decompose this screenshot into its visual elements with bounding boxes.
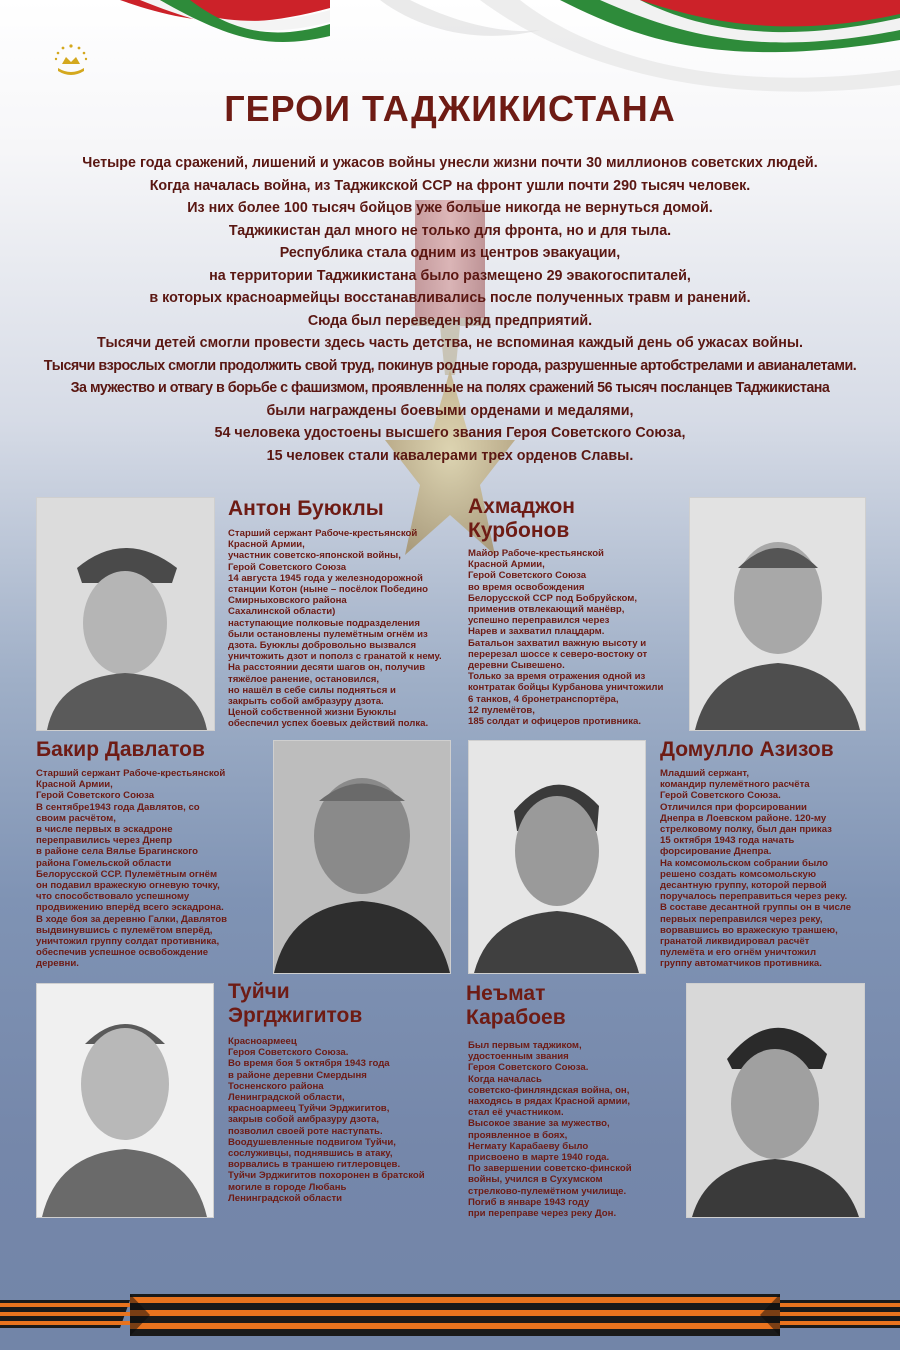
intro-line: Когда началась война, из Таджикской ССР на фронт ушли почти 290 тысяч человек. [149,177,751,194]
hero-name: Ахмаджон Курбонов [468,495,575,542]
intro-line: Тысячи детей смогли провести здесь часть детства, не вспоминая каждый день об ужасах войны. [96,335,804,351]
intro-text [20,152,880,467]
portrait-placeholder [687,984,864,1217]
intro-line: Из них более 100 тысяч бойцов уже больше никогда не вернуться домой. [187,200,713,216]
hero-photo-buyukly [36,497,215,731]
intro-line: Республика стала одним из центров эвакуации, [279,245,621,261]
hero-bio: Старший сержант Рабоче-крестьянской Красной Армии, Герой Советского Союза В сентябре1943 года Давлятов, со своим расчётом, в числе первых в эскадроне переправились через Днепр в районе села Вялье Брагинского района Гомельской области Белорусской ССР. Пулемётным огнём он подавил вражескую огневую точку, что способствовало успешному продвижению вперёд всего эскадрона. В ходе боя за деревню Галки, Давлятов выдвинувшись с пулемётом вперёд, уничтожил группу солдат противника, обеспечив успешное освобождение деревни. [36,768,227,970]
intro-line: были награждены боевыми орденами и медалями, [266,402,634,419]
hero-photo-azizov [468,740,646,974]
portrait-placeholder [690,498,865,730]
portrait-placeholder [274,741,450,973]
hero-photo-karaboev [686,983,865,1218]
hero-name: Домулло Азизов [660,738,834,761]
hero-bio: Майор Рабоче-крестьянской Красной Армии, Герой Советского Союза во время освобождения Белорусской ССР под Бобруйском, применив отвлекающий манёвр, успешно переправился через Нарев и захватил плацдарм. Батальон захватил важную высоту и перерезал шоссе к северо-востоку от деревни Сывешено. Только за время отражения одной из контратак бойцы Курбанова уничтожили 6 танков, 4 бронетранспортёра, 12 пулемётов, 185 солдат и офицеров противника. [468,548,664,728]
hero-name: Туйчи Эргджигитов [228,980,363,1027]
hero-bio: Был первым таджиком, удостоенным звания Героя Советского Союза. Когда началась советско-финляндская война, он, находясь в рядах Красной армии, стал её участником. Высокое звание за мужество, проявленное в боях, Негмату Карабаеву было присвоено в марте 1940 года. По завершении советско-финской войны, учился в Сухумском стрелково-пулемётном училище. Погиб в январе 1943 году при переправе через реку Дон. [468,1040,632,1220]
hero-name: Антон Буюклы [228,497,384,520]
intro-line: Сюда был переведен ряд предприятий. [307,312,593,329]
intro-line: в которых красноармейцы восстанавливались после полученных травм и ранений. [149,290,751,306]
intro-line: Тысячи взрослых смогли продолжить свой труд, покинув родные города, разрушенные артобстрелами и авианалетами. [43,357,857,374]
intro-line: 15 человек стали кавалерами трех орденов Славы. [266,447,634,464]
intro-line: За мужество и отвагу в борьбе с фашизмом, проявленные на полях сражений 56 тысяч посланцев Таджикистана [70,380,830,396]
hero-name: Бакир Давлатов [36,738,205,761]
hero-photo-ergdzhigitov [36,983,214,1218]
intro-line: Таджикистан дал много не только для фронта, но и для тыла. [228,222,672,239]
page-title: ГЕРОИ ТАДЖИКИСТАНА [224,88,676,129]
portrait-placeholder [37,498,214,730]
hero-bio: Красноармеец Героя Советского Союза. Во время боя 5 октября 1943 года в районе деревни Смердыня Тосненского района Ленинградской области, красноармеец Туйчи Эрджигитов, закрыв собой амбразуру дзота, позволил своей роте наступать. Воодушевленные подвигом Туйчи, сослуживцы, поднявшись в атаку, ворвались в траншею гитлеровцев. Туйчи Эрджигитов похоронен в братской могиле в городе Любань Ленинградской области [228,1036,425,1204]
tajik-emblem-icon [50,40,92,82]
saint-george-ribbon-icon [0,1280,900,1350]
intro-line: на территории Таджикистана было размещено 29 эвакогоспиталей, [209,267,691,284]
intro-line: 54 человека удостоены высшего звания Героя Советского Союза, [214,425,686,441]
hero-bio: Младший сержант, командир пулемётного расчёта Герой Советского Союза. Отличился при форсировании Днепра в Лоевском районе. 120-му стрелковому полку, был дан приказ 15 октября 1943 года начать форсирование Днепра. На комсомольском собрании было решено создать комсомольскую десантную группу, которой первой поручалось переправиться через реку. В составе десантной группы он в числе первых переправился через реку, ворвавшись во вражескую траншею, гранатой ликвидировал расчёт пулемёта и его огнём уничтожил группу автоматчиков противника. [660,768,852,970]
hero-photo-kurbonov [689,497,866,731]
intro-line: Четыре года сражений, лишений и ужасов войны унесли жизни почти 30 миллионов советских людей. [82,155,818,171]
hero-bio: Старший сержант Рабоче-крестьянской Красной Армии, участник советско-японской войны, Герой Советского Союза 14 августа 1945 года у железнодорожной станции Котон (ныне – посёлок Победино Смирныховского района Сахалинской области) наступающие полковые подразделения были остановлены пулемётным огнём из дзота. Буюклы добровольно вызвался уничтожить дзот и пополз с гранатой к нему. На расстоянии десяти шагов он, получив тяжёлое ранение, остановился, но нашёл в себе силы подняться и закрыть собой амбразуру дзота. Ценой собственной жизни Буюклы обеспечил успех боевых действий полка. [228,528,442,730]
portrait-placeholder [37,984,213,1217]
hero-name: Неъмат Карабоев [466,982,566,1029]
portrait-placeholder [469,741,645,973]
hero-photo-davlatov [273,740,451,974]
